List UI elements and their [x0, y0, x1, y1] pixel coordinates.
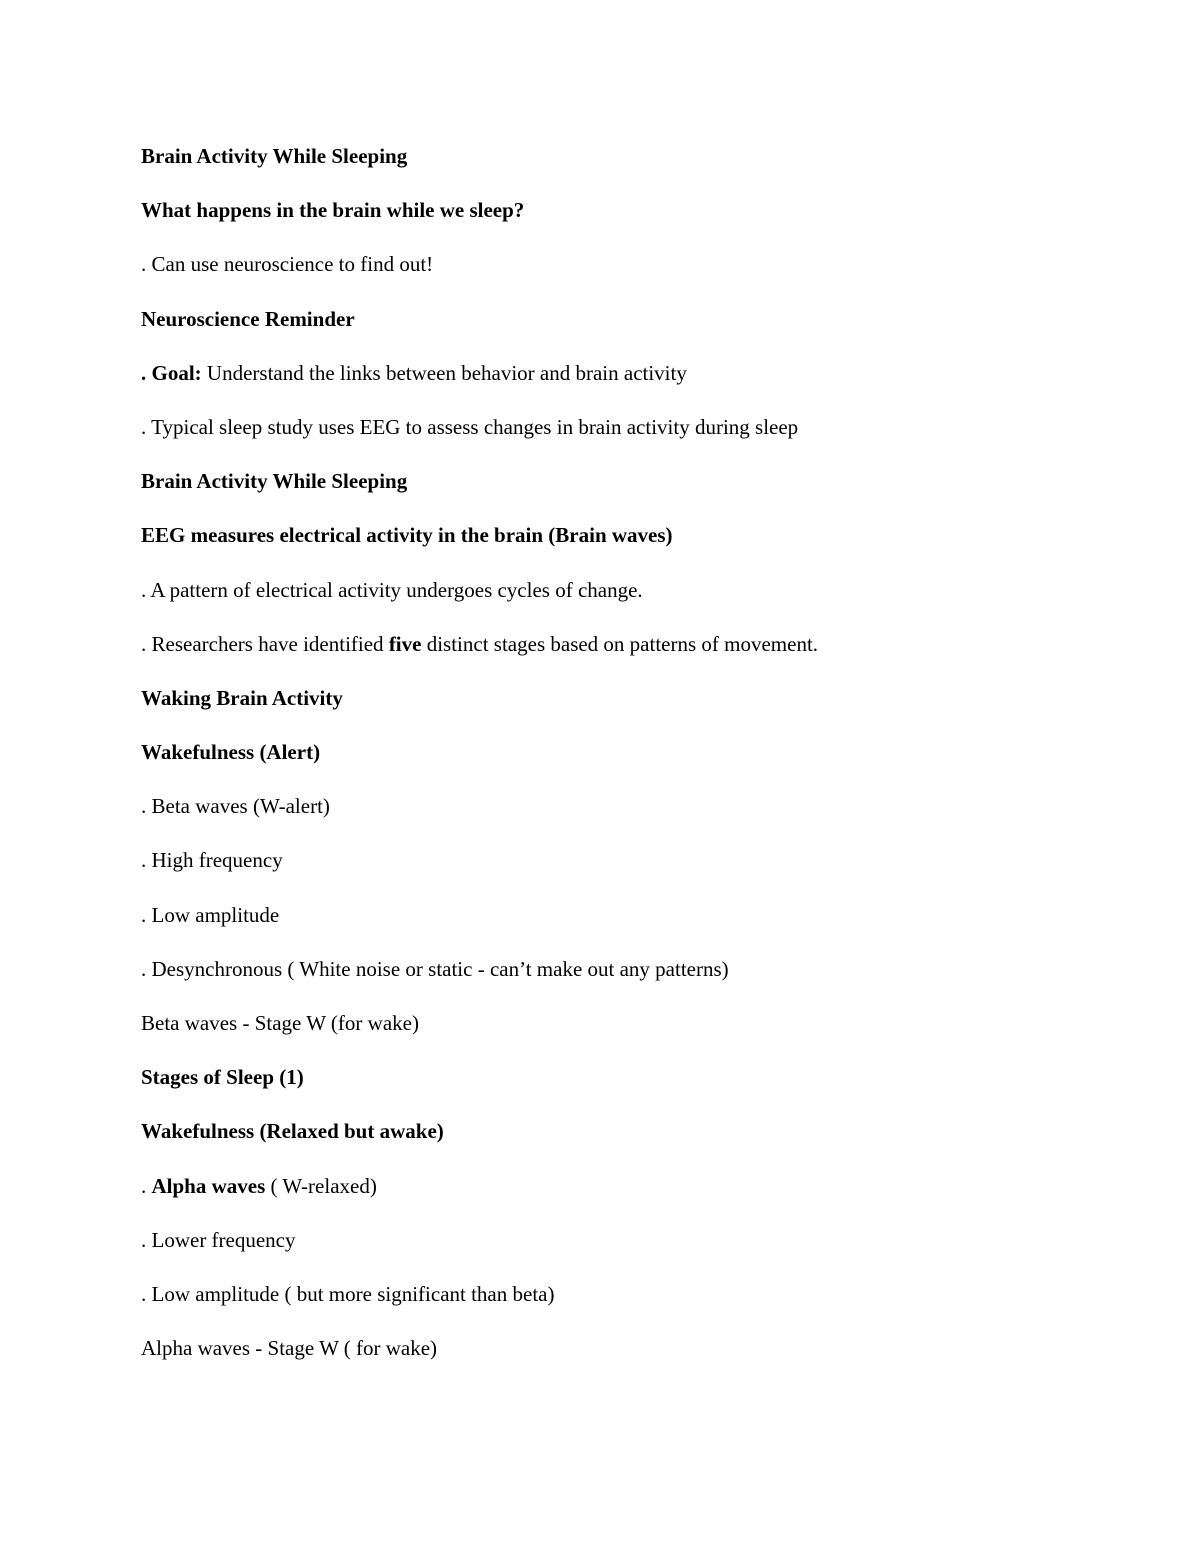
text-segment: . A pattern of electrical activity undergoes cycles of change. [141, 577, 643, 602]
text-segment: . [141, 1173, 152, 1198]
section-heading [141, 678, 1101, 732]
text-segment: . High frequency [141, 848, 283, 873]
bullet-line [141, 1274, 1101, 1328]
section-heading [141, 190, 1101, 244]
bold-text-segment: Alpha waves [151, 1173, 266, 1198]
bullet-line [141, 353, 1101, 407]
text-segment: ( W-relaxed) [265, 1173, 377, 1198]
section-heading [141, 515, 1101, 569]
bullet-line [141, 786, 1101, 840]
bold-text-segment: five [388, 631, 422, 656]
text-segment: . Desynchronous ( White noise or static - can’t make out any patterns) [141, 956, 729, 981]
bullet-line [141, 1220, 1101, 1274]
bullet-line [141, 570, 1101, 624]
section-heading [141, 136, 1101, 190]
document-body [141, 136, 1101, 1382]
section-heading [141, 1111, 1101, 1165]
bold-text-segment: Stages of Sleep (1) [141, 1065, 304, 1090]
text-segment: distinct stages based on patterns of movement. [421, 631, 819, 656]
bold-text-segment: EEG measures electrical activity in the brain (Brain waves) [141, 523, 673, 548]
bold-text-segment: Brain Activity While Sleeping [141, 144, 408, 168]
bullet-line [141, 840, 1101, 894]
text-segment: Alpha waves - Stage W ( for wake) [141, 1336, 438, 1361]
bullet-line [141, 407, 1101, 461]
bold-text-segment: Wakefulness (Alert) [141, 740, 321, 765]
text-line [141, 1328, 1101, 1382]
bold-text-segment: Waking Brain Activity [141, 685, 343, 710]
bold-text-segment: Wakefulness (Relaxed but awake) [141, 1119, 444, 1144]
section-heading [141, 1057, 1101, 1111]
bullet-line [141, 624, 1101, 678]
bold-text-segment: What happens in the brain while we sleep? [141, 198, 525, 223]
text-segment: . Beta waves (W-alert) [141, 794, 330, 819]
bold-text-segment: Neuroscience Reminder [141, 306, 355, 331]
text-segment: Beta waves - Stage W (for wake) [141, 1011, 419, 1035]
bullet-line [141, 895, 1101, 949]
bold-text-segment: . Goal: [141, 360, 202, 385]
bullet-line [141, 949, 1101, 1003]
text-segment: . Low amplitude ( but more significant than beta) [141, 1281, 555, 1306]
section-heading [141, 461, 1101, 515]
bullet-line [141, 1166, 1101, 1220]
text-segment: . Low amplitude [141, 902, 280, 927]
section-heading [141, 732, 1101, 786]
bullet-line [141, 244, 1101, 298]
text-segment: . Can use neuroscience to find out! [141, 252, 434, 277]
text-segment: . Typical sleep study uses EEG to assess changes in brain activity during sleep [141, 414, 799, 439]
bold-text-segment: Brain Activity While Sleeping [141, 469, 408, 494]
text-line [141, 1003, 1101, 1057]
section-heading [141, 299, 1101, 353]
text-segment: Understand the links between behavior and brain activity [201, 360, 687, 385]
text-segment: . Researchers have identified [141, 631, 389, 656]
text-segment: . Lower frequency [141, 1227, 296, 1252]
